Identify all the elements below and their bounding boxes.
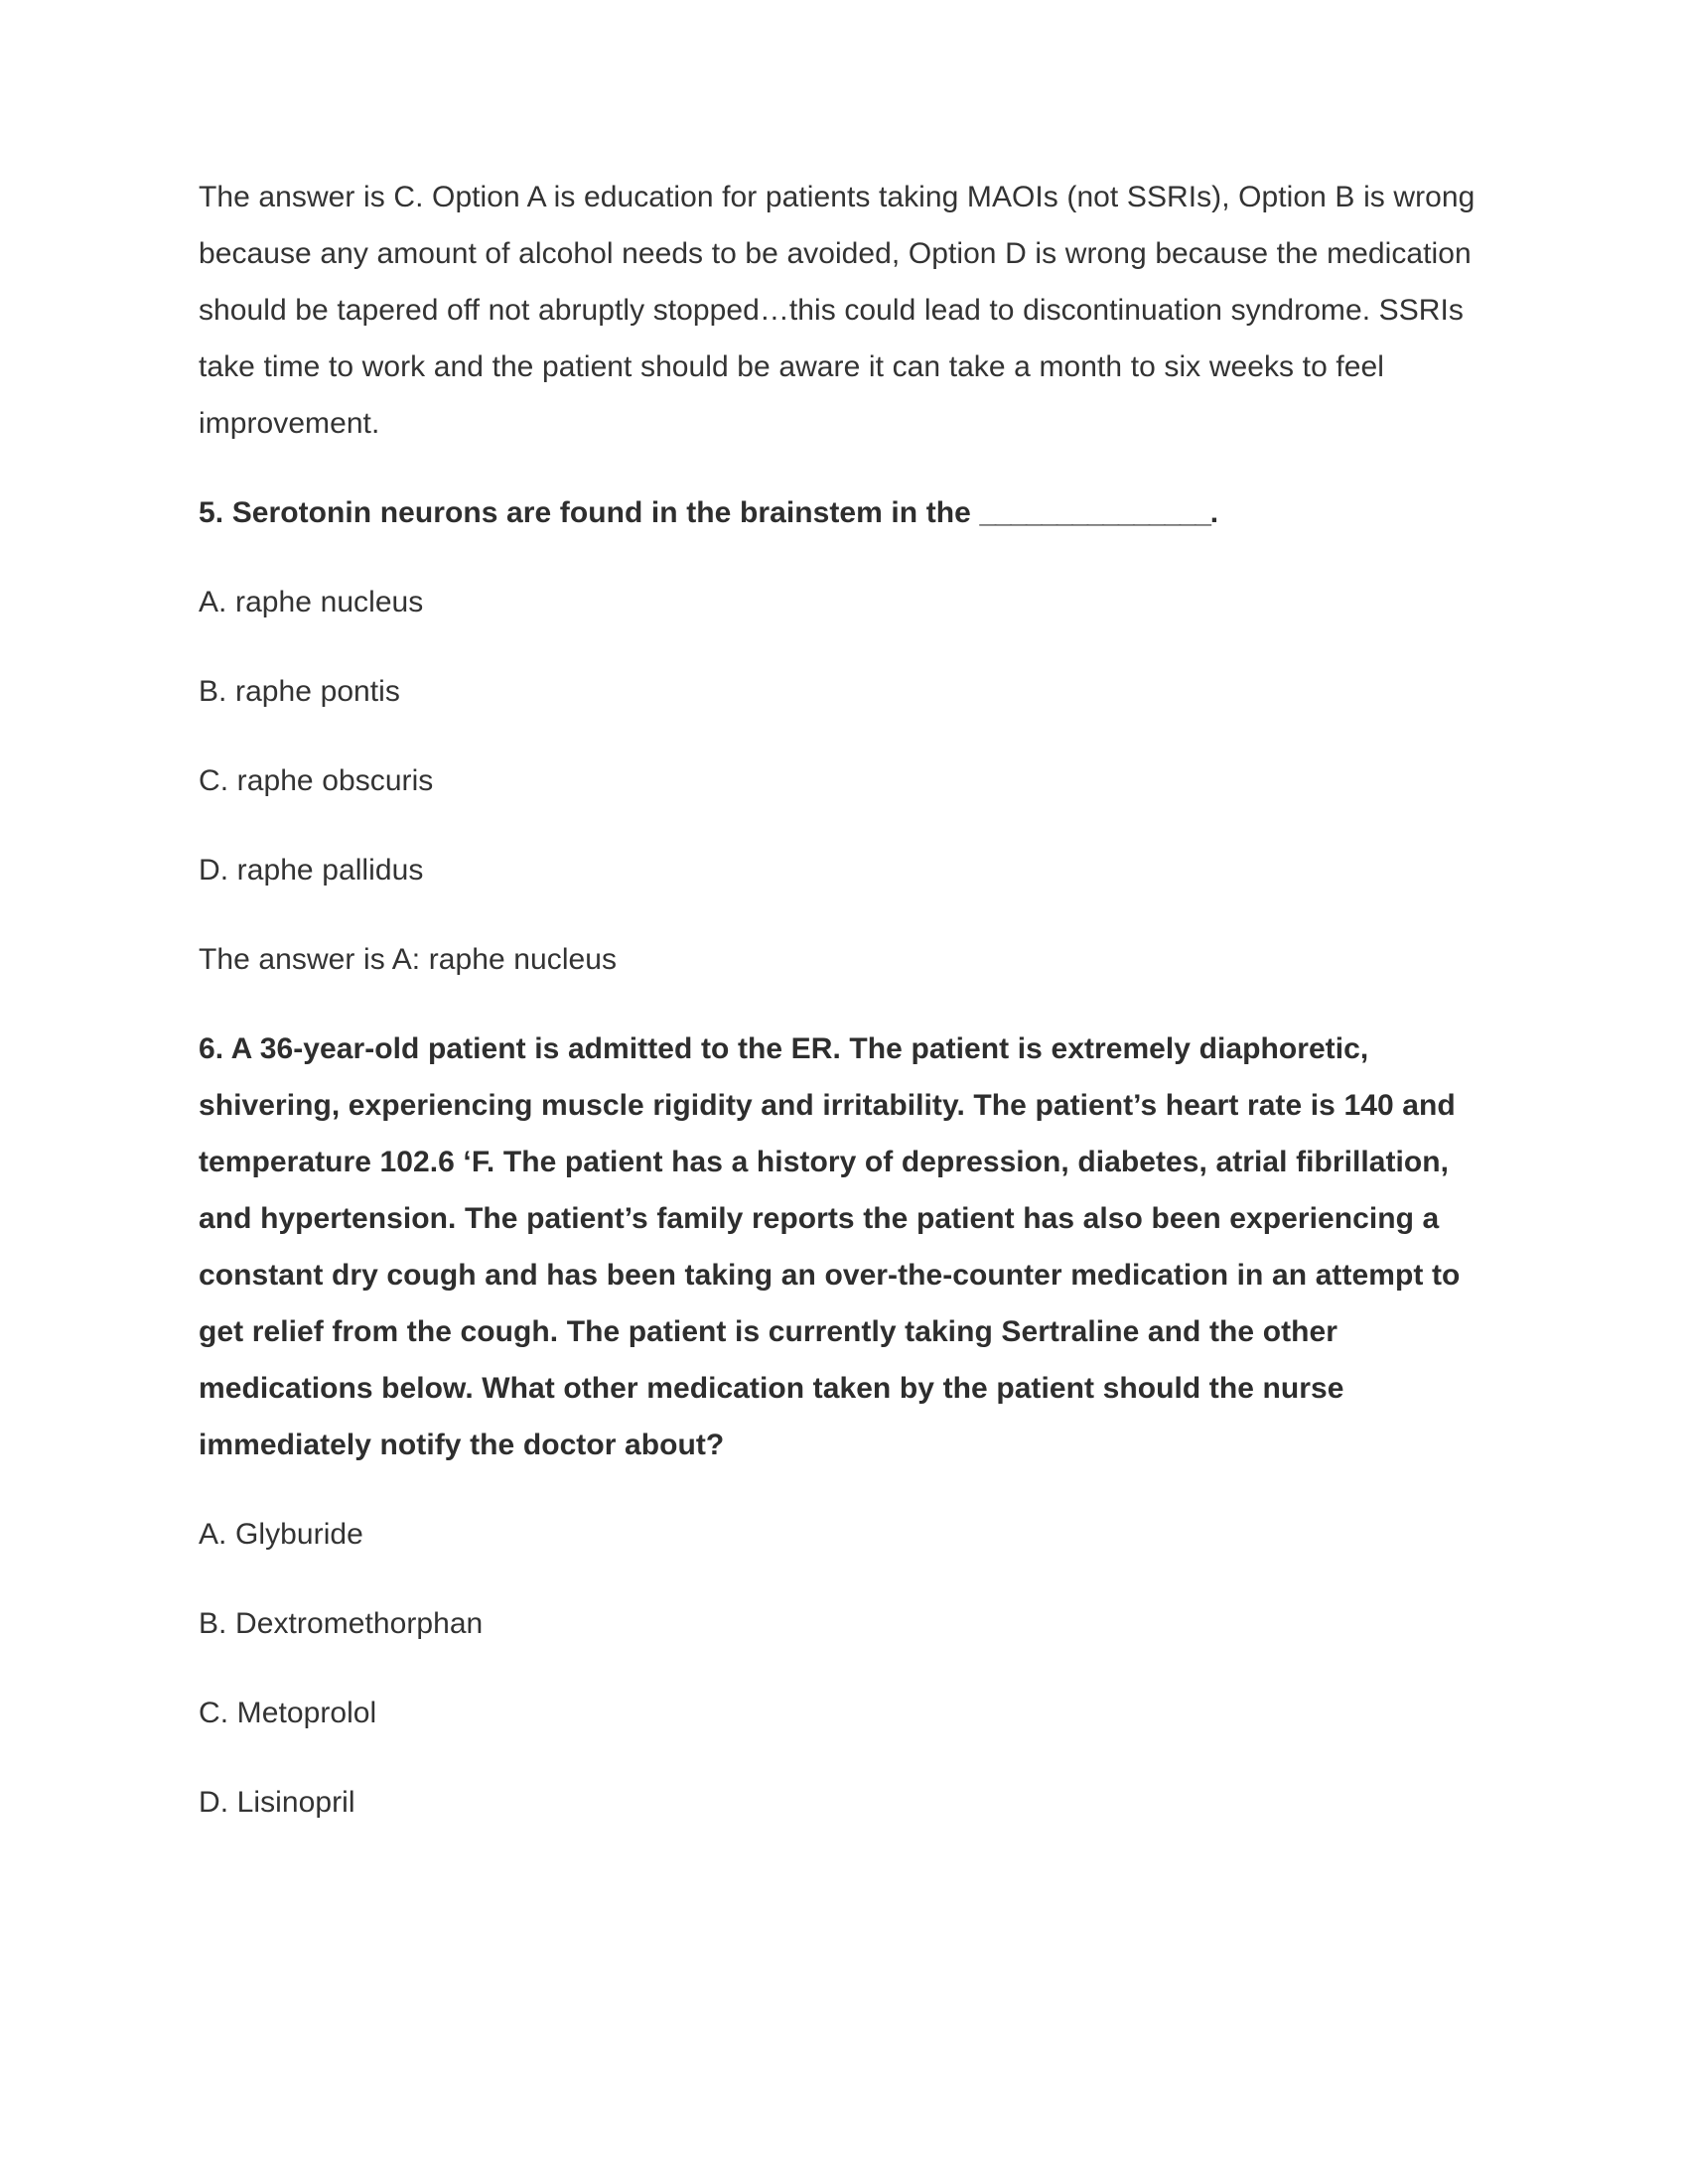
question-6-option-d: D. Lisinopril — [199, 1786, 355, 1819]
question-6-stem: 6. A 36-year-old patient is admitted to the ER. The patient is extremely diaphoretic, shivering, experiencing muscle rigidity and irritability. The patient’s heart rate is 140 and temperature 102.6 ‘F. The patient has a history of depression, diabetes, atrial fibrillation, and hypertension. The patient’s family reports the patient has also been experiencing a constant dry cough and has been taking an over-the-counter medication in an attempt to get relief from the cough. The patient is currently taking Sertraline and the other medications below. What other medication taken by the patient should the nurse immediately notify the doctor about? — [199, 1032, 1461, 1461]
question-5-option-b: B. raphe pontis — [199, 675, 400, 708]
question-6-option-c: C. Metoprolol — [199, 1697, 377, 1729]
question-5-period: . — [1209, 496, 1219, 529]
question-5-option-d: D. raphe pallidus — [199, 854, 424, 887]
question-5-stem-text: 5. Serotonin neurons are found in the brainstem in the — [199, 496, 980, 529]
question-6-option-a: A. Glyburide — [199, 1518, 363, 1551]
question-6-option-b: B. Dextromethorphan — [199, 1607, 484, 1640]
question-5-blank: _______________ — [979, 496, 1210, 529]
document-body — [199, 169, 1484, 1831]
answer-explanation-paragraph-q4: The answer is C. Option A is education for patients taking MAOIs (not SSRIs), Option B is wrong because any amount of alcohol needs to be avoided, Option D is wrong because the medication should be tapered off not abruptly stopped…this could lead to discontinuation syndrome. SSRIs take time to work and the patient should be aware it can take a month to six weeks to feel improvement. — [199, 181, 1476, 440]
question-5-option-c: C. raphe obscuris — [199, 764, 434, 797]
question-5-stem — [199, 484, 1484, 541]
question-5-option-a: A. raphe nucleus — [199, 586, 424, 618]
answer-explanation-paragraph-q5: The answer is A: raphe nucleus — [199, 943, 618, 976]
